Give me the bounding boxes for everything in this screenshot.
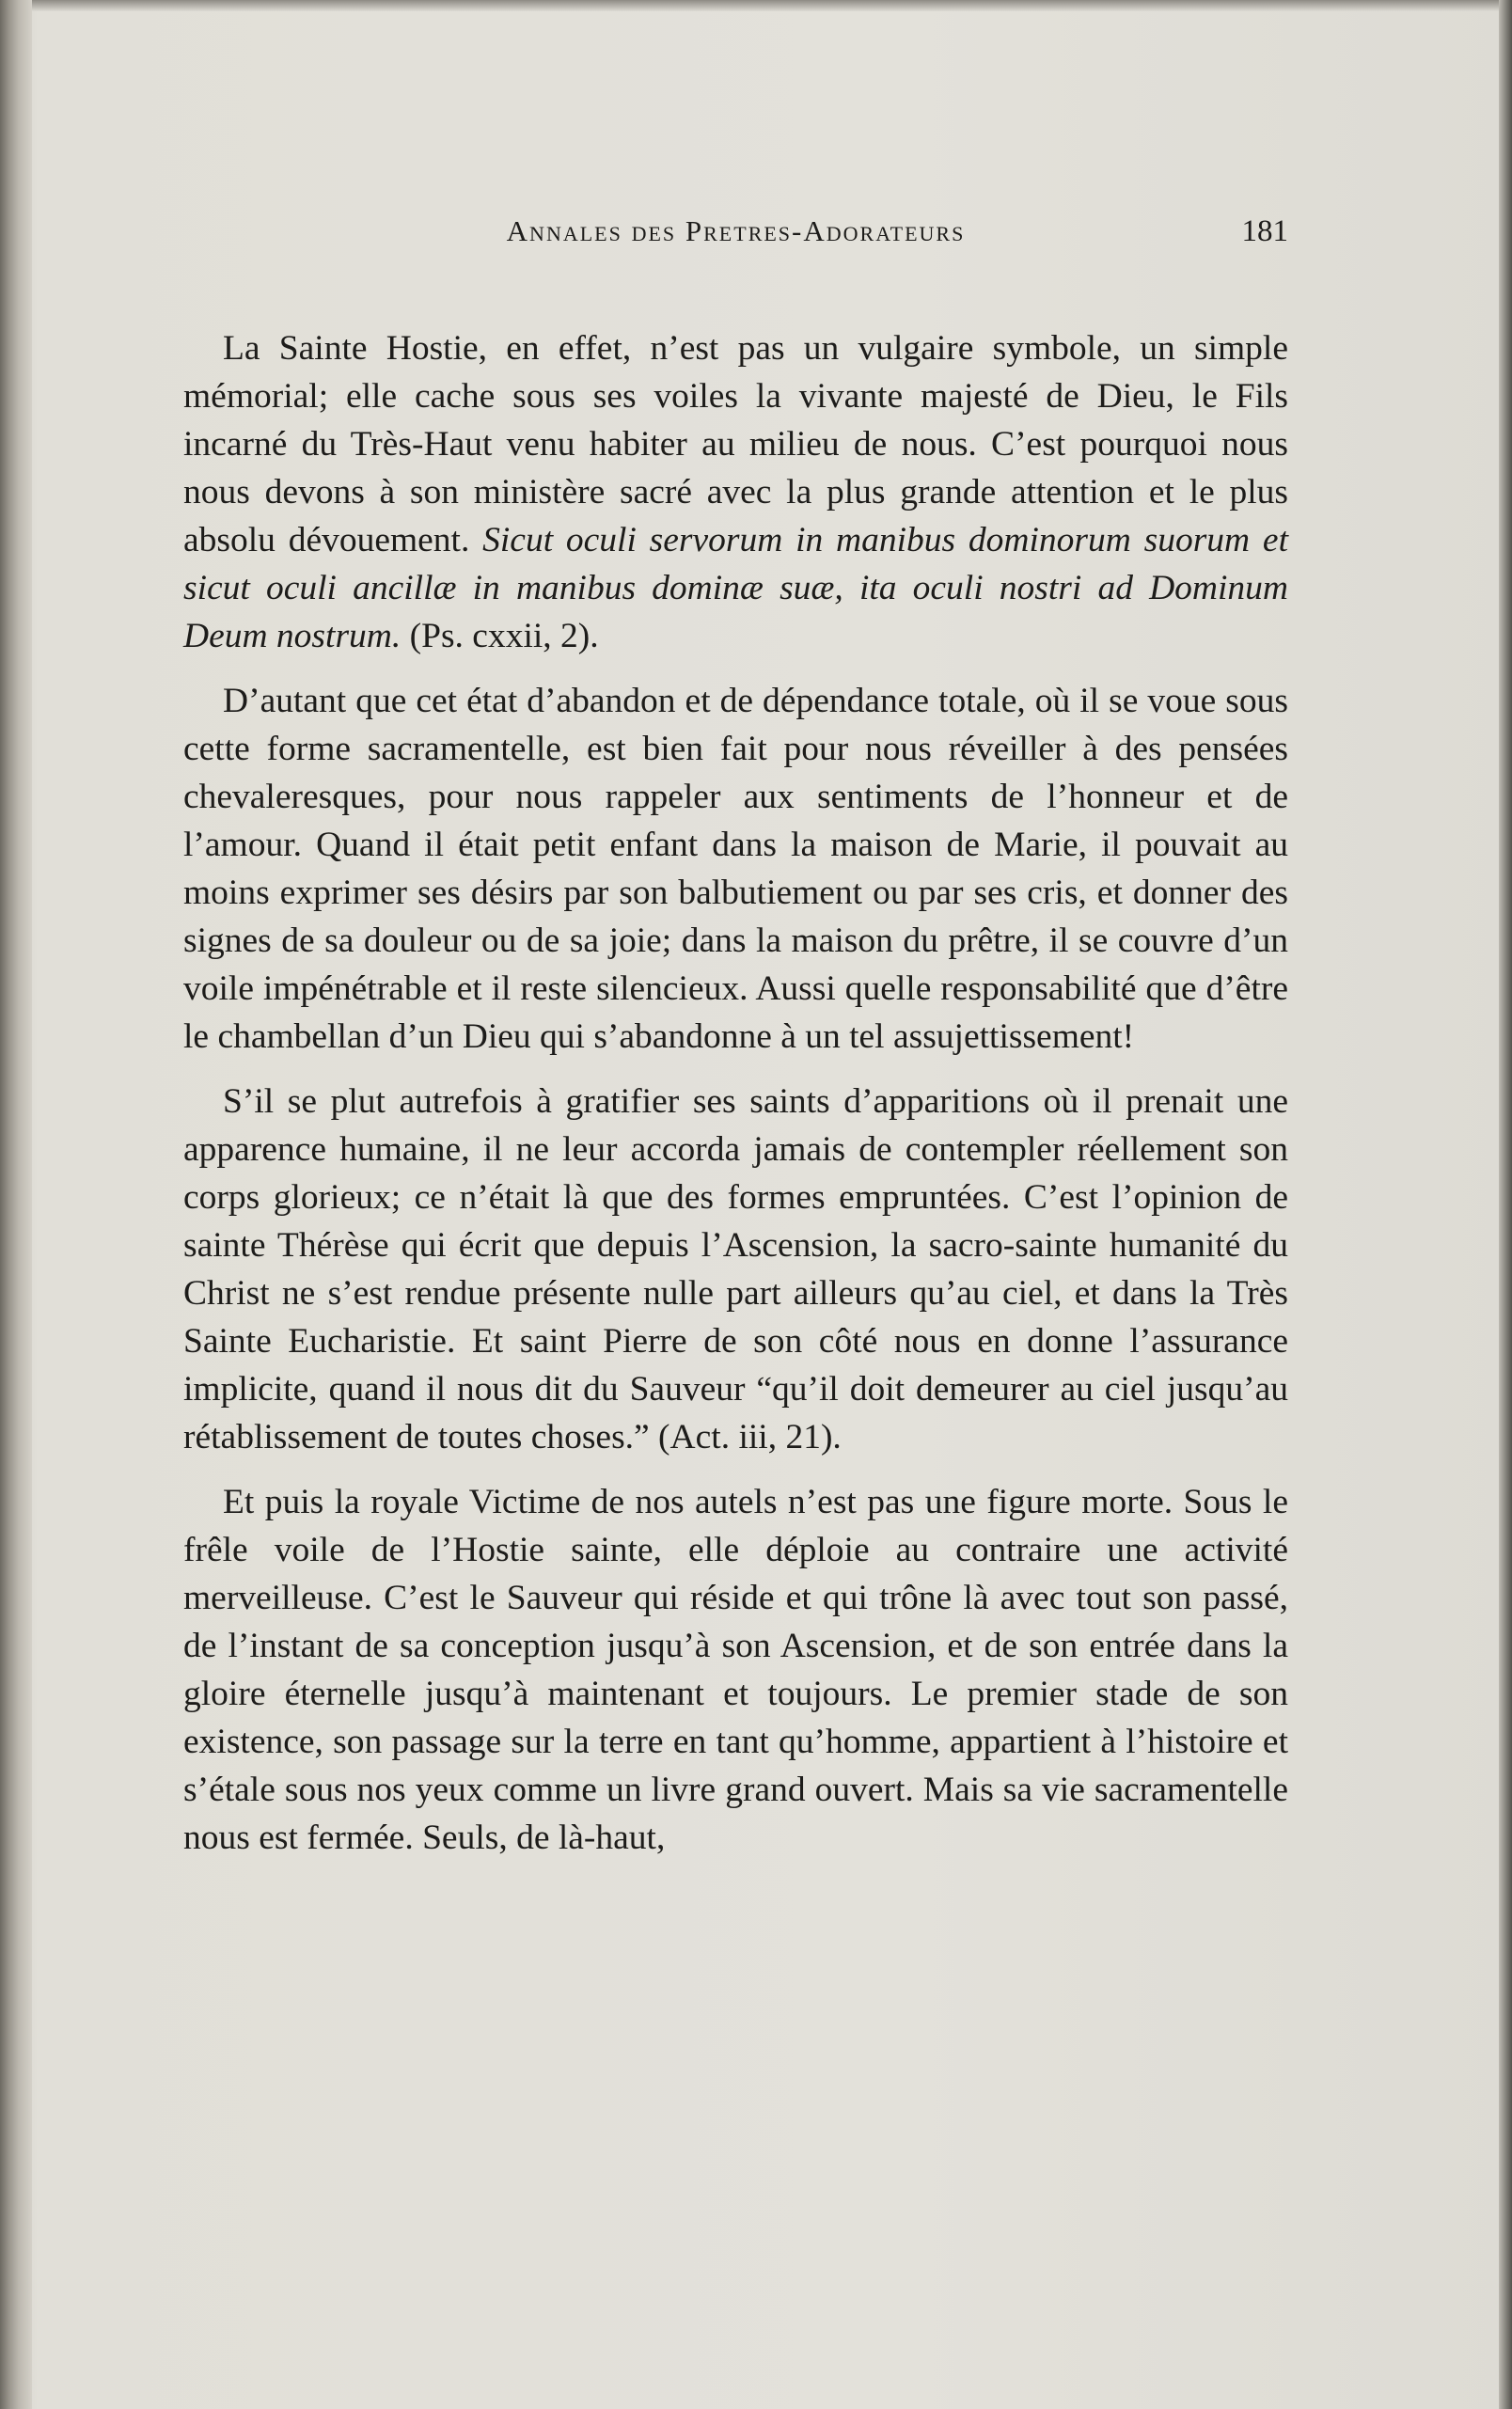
binding-gutter [0,0,32,2409]
paragraph-3: S’il se plut autrefois à gratifier ses saints d’apparitions où il prenait une apparence humaine, il ne leur accorda jamais de contempler réellement son corps glorieux; ce n’était là que des formes empruntées. C’est l’opinion de sainte Thérèse qui écrit que depuis l’Ascension, la sacro-sainte humanité du Christ ne s’est rendue présente nulle part ailleurs qu’au ciel, et dans la Très Sainte Eucharistie. Et saint Pierre de son côté nous en donne l’assurance implicite, quand il nous dit du Sauveur “qu’il doit demeurer au ciel jusqu’au rétablissement de toutes choses.” (Act. iii, 21). [183,1082,1288,1456]
page-number: 181 [1241,214,1288,248]
running-head [183,214,1288,261]
body-text [183,324,1288,1862]
psalm-citation: (Ps. cxxii, 2). [401,617,599,655]
running-title: Annales des Pretres-Adorateurs [506,214,966,247]
latin-quotation: Sicut oculi servorum in manibus dominorum suorum et sicut oculi ancillæ in manibus dominæ suæ, ita oculi nostri ad Dominum Deum nostrum. [183,521,1288,655]
paragraph-1 [183,324,1288,660]
paragraph-2: D’autant que cet état d’abandon et de dépendance totale, où il se voue sous cette forme sacramentelle, est bien fait pour nous réveiller à des pensées chevaleresques, pour nous rappeler aux sentiments de l’honneur et de l’amour. Quand il était petit enfant dans la maison de Marie, il pouvait au moins exprimer ses désirs par son balbutiement ou par ses cris, et donner des signes de sa douleur ou de sa joie; dans la maison du prêtre, il se couvre d’un voile impénétrable et il reste silencieux. Aussi quelle responsabilité que d’être le chambellan d’un Dieu qui s’abandonne à un tel assujettissement! [183,682,1288,1056]
page-right-edge [1499,0,1512,2409]
paragraph-1-text: La Sainte Hostie, en effet, n’est pas un vulgaire symbole, un simple mémorial; elle cache sous ses voiles la vivante majesté de Dieu, le Fils incarné du Très-Haut venu habiter au milieu de nous. C’est pourquoi nous nous devons à son ministère sacré avec la plus grande attention et le plus absolu dévouement. [183,329,1288,559]
paragraph-4: Et puis la royale Victime de nos autels n’est pas une figure morte. Sous le frêle voile de l’Hostie sainte, elle déploie au contraire une activité merveilleuse. C’est le Sauveur qui réside et qui trône là avec tout son passé, de l’instant de sa conception jusqu’à son Ascension, et de son entrée dans la gloire éternelle jusqu’à maintenant et toujours. Le premier stade de son existence, son passage sur la terre en tant qu’homme, appartient à l’histoire et s’étale sous nos yeux comme un livre grand ouvert. Mais sa vie sacramentelle nous est fermée. Seuls, de là-haut, [183,1483,1288,1857]
page-top-edge [0,0,1512,11]
